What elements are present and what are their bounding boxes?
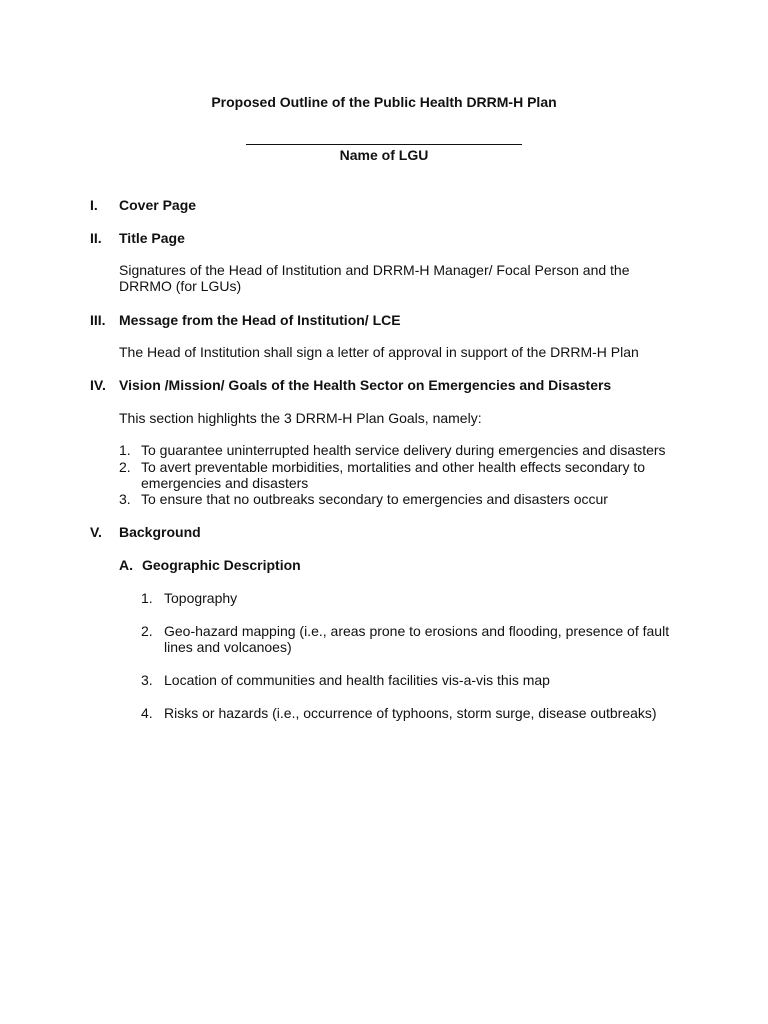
background-item-text: Topography [164, 590, 238, 606]
section-heading: Vision /Mission/ Goals of the Health Sector on Emergencies and Disasters [119, 377, 612, 393]
goal-text: emergencies and disasters [141, 475, 309, 491]
section-paragraph-line: This section highlights the 3 DRRM-H Plan Goals, namely: [119, 410, 482, 426]
section-paragraph-line: Signatures of the Head of Institution and DRRM-H Manager/ Focal Person and the [119, 262, 630, 278]
section-number: II. [90, 230, 102, 246]
background-item-number: 1. [141, 590, 153, 606]
goal-number: 3. [119, 491, 131, 507]
subsection-letter: A. [119, 557, 133, 573]
lgu-name-label: Name of LGU [339, 147, 429, 163]
section-heading: Background [119, 524, 201, 540]
goal-text: To ensure that no outbreaks secondary to emergencies and disasters occur [141, 491, 608, 507]
goal-text: To avert preventable morbidities, mortalities and other health effects secondary to [141, 459, 646, 475]
background-item-text: Location of communities and health facilities vis-a-vis this map [164, 672, 550, 688]
subsection-heading: Geographic Description [142, 557, 301, 573]
goal-number: 2. [119, 459, 131, 475]
background-item-number: 4. [141, 705, 153, 721]
section-number: I. [90, 197, 98, 213]
background-item-text: Geo-hazard mapping (i.e., areas prone to erosions and flooding, presence of fault [164, 623, 670, 639]
background-item-text: Risks or hazards (i.e., occurrence of typhoons, storm surge, disease outbreaks) [164, 705, 657, 721]
section-number: III. [90, 312, 106, 328]
section-number: V. [90, 524, 102, 540]
background-item-text: lines and volcanoes) [164, 639, 292, 655]
section-paragraph-line: The Head of Institution shall sign a letter of approval in support of the DRRM-H Plan [119, 344, 639, 360]
lgu-name-blank-line [246, 144, 522, 145]
background-item-number: 3. [141, 672, 153, 688]
section-heading: Cover Page [119, 197, 197, 213]
section-heading: Message from the Head of Institution/ LCE [119, 312, 401, 328]
section-heading: Title Page [119, 230, 185, 246]
background-item-number: 2. [141, 623, 153, 639]
document-title: Proposed Outline of the Public Health DRRM-H Plan [211, 94, 557, 110]
section-paragraph-line: DRRMO (for LGUs) [119, 278, 242, 294]
goal-number: 1. [119, 442, 131, 458]
goal-text: To guarantee uninterrupted health service delivery during emergencies and disasters [141, 442, 666, 458]
section-number: IV. [90, 377, 106, 393]
